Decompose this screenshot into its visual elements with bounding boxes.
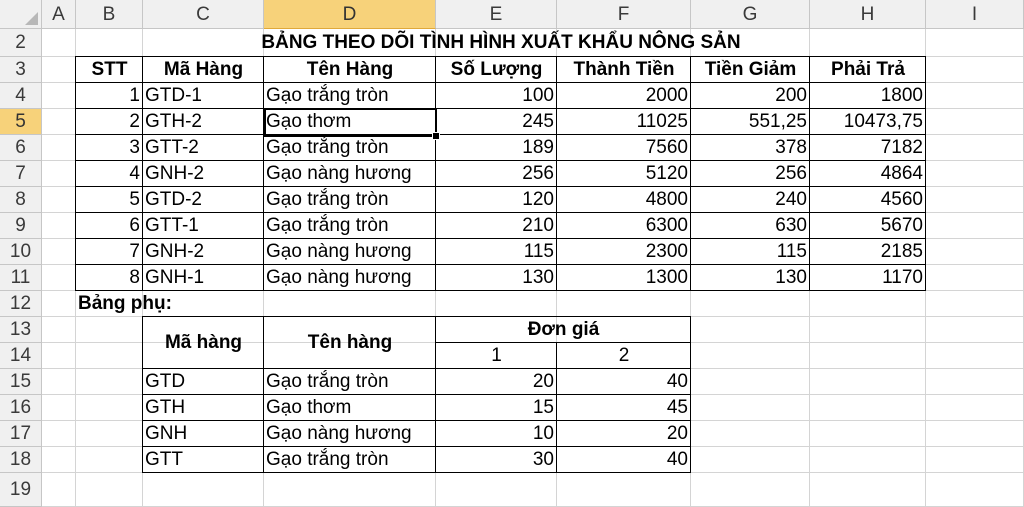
- aux-cell-r1-c1[interactable]: GTD: [145, 371, 186, 392]
- aux-cell-r3-c1[interactable]: GNH: [145, 423, 188, 444]
- main-cell-r7-c5[interactable]: 2300: [645, 241, 688, 262]
- row-header-2[interactable]: 2: [0, 29, 42, 57]
- aux-header-code[interactable]: Mã hàng: [164, 332, 243, 353]
- column-header-i[interactable]: I: [926, 0, 1024, 29]
- main-cell-r4-c5[interactable]: 5120: [645, 163, 688, 184]
- main-cell-r1-c4[interactable]: 100: [522, 85, 554, 106]
- table-border-line: [75, 56, 926, 57]
- table-border-line: [263, 56, 264, 291]
- aux-table-label[interactable]: Bảng phụ:: [78, 293, 172, 314]
- column-header-d[interactable]: D: [264, 0, 436, 29]
- main-cell-r2-c1[interactable]: 2: [129, 111, 140, 132]
- main-cell-r5-c5[interactable]: 4800: [645, 189, 688, 210]
- main-cell-r6-c5[interactable]: 6300: [645, 215, 688, 236]
- row-header-12[interactable]: 12: [0, 291, 42, 317]
- table-border-line: [142, 394, 691, 395]
- main-cell-r4-c1[interactable]: 4: [129, 163, 140, 184]
- main-cell-r3-c5[interactable]: 7560: [645, 137, 688, 158]
- main-cell-r5-c1[interactable]: 5: [129, 189, 140, 210]
- main-cell-r4-c7[interactable]: 4864: [880, 163, 923, 184]
- aux-header-name[interactable]: Tên hàng: [307, 332, 393, 353]
- main-cell-r7-c7[interactable]: 2185: [880, 241, 923, 262]
- aux-cell-r4-c4[interactable]: 40: [666, 449, 688, 470]
- main-cell-r2-c5[interactable]: 11025: [636, 111, 688, 132]
- aux-subheader-2[interactable]: 2: [618, 345, 630, 366]
- main-cell-r2-c2[interactable]: GTH-2: [145, 111, 202, 132]
- main-header-3[interactable]: Tên Hàng: [306, 59, 394, 80]
- main-cell-r4-c2[interactable]: GNH-2: [145, 163, 205, 184]
- aux-cell-r2-c3[interactable]: 15: [532, 397, 554, 418]
- aux-cell-r2-c2[interactable]: Gạo thơm: [266, 397, 352, 418]
- table-border-line: [690, 316, 691, 473]
- table-border-line: [75, 290, 926, 291]
- table-border-line: [925, 56, 926, 291]
- row-header-8[interactable]: 8: [0, 187, 42, 213]
- main-header-2[interactable]: Mã Hàng: [163, 59, 244, 80]
- row-header-13[interactable]: 13: [0, 317, 42, 343]
- main-cell-r5-c4[interactable]: 120: [522, 189, 554, 210]
- row-header-16[interactable]: 16: [0, 395, 42, 421]
- select-all-triangle-icon: [25, 12, 38, 25]
- aux-header-price[interactable]: Đơn giá: [527, 319, 600, 340]
- aux-cell-r3-c3[interactable]: 10: [532, 423, 554, 444]
- aux-cell-r1-c4[interactable]: 40: [666, 371, 688, 392]
- column-header-e[interactable]: E: [436, 0, 557, 29]
- sheet-title[interactable]: BẢNG THEO DÕI TÌNH HÌNH XUẤT KHẨU NÔNG SẢN: [261, 32, 741, 53]
- main-cell-r7-c6[interactable]: 115: [776, 241, 807, 262]
- table-border-line: [75, 238, 926, 239]
- table-border-line: [75, 134, 926, 135]
- row-header-3[interactable]: 3: [0, 57, 42, 83]
- table-border-line: [75, 160, 926, 161]
- aux-cell-r1-c2[interactable]: Gạo trắng tròn: [266, 371, 389, 392]
- table-border-line: [690, 56, 691, 291]
- main-cell-r8-c2[interactable]: GNH-1: [145, 267, 205, 288]
- main-cell-r1-c7[interactable]: 1800: [880, 85, 923, 106]
- main-cell-r5-c6[interactable]: 240: [775, 189, 807, 210]
- table-border-line: [75, 212, 926, 213]
- main-cell-r6-c1[interactable]: 6: [129, 215, 140, 236]
- table-border-line: [75, 82, 926, 83]
- aux-cell-r2-c4[interactable]: 45: [666, 397, 688, 418]
- table-border-line: [75, 108, 926, 109]
- main-cell-r8-c1[interactable]: 8: [129, 267, 140, 288]
- main-cell-r1-c1[interactable]: 1: [129, 85, 140, 106]
- main-cell-r6-c4[interactable]: 210: [522, 215, 554, 236]
- main-header-4[interactable]: Số Lượng: [450, 59, 543, 80]
- main-cell-r1-c5[interactable]: 2000: [645, 85, 688, 106]
- row-header-17[interactable]: 17: [0, 421, 42, 447]
- table-border-line: [435, 56, 436, 291]
- column-header-h[interactable]: H: [810, 0, 926, 29]
- table-border-line: [142, 316, 143, 473]
- table-border-line: [142, 56, 143, 291]
- column-header-a[interactable]: A: [42, 0, 76, 29]
- row-header-18[interactable]: 18: [0, 447, 42, 473]
- column-header-c[interactable]: C: [143, 0, 264, 29]
- fill-handle[interactable]: [432, 132, 440, 140]
- main-cell-r2-c7[interactable]: 10473,75: [843, 111, 923, 132]
- main-cell-r2-c6[interactable]: 551,25: [748, 111, 807, 132]
- table-border-line: [263, 316, 264, 473]
- active-cell-selection: [264, 108, 437, 137]
- table-border-line: [142, 446, 691, 447]
- main-header-5[interactable]: Thành Tiền: [573, 59, 675, 80]
- table-border-line: [809, 56, 810, 291]
- row-header-14[interactable]: 14: [0, 343, 42, 369]
- column-header-g[interactable]: G: [691, 0, 810, 29]
- row-header-10[interactable]: 10: [0, 239, 42, 265]
- main-cell-r7-c3[interactable]: Gạo nàng hương: [266, 241, 412, 262]
- main-cell-r4-c4[interactable]: 256: [522, 163, 554, 184]
- row-header-7[interactable]: 7: [0, 161, 42, 187]
- main-header-6[interactable]: Tiền Giảm: [704, 59, 797, 80]
- main-cell-r2-c4[interactable]: 245: [522, 111, 554, 132]
- row-header-4[interactable]: 4: [0, 83, 42, 109]
- row-header-6[interactable]: 6: [0, 135, 42, 161]
- main-cell-r6-c6[interactable]: 630: [775, 215, 807, 236]
- main-cell-r8-c7[interactable]: 1170: [882, 267, 923, 288]
- main-cell-r1-c2[interactable]: GTD-1: [145, 85, 202, 106]
- table-border-line: [142, 420, 691, 421]
- main-cell-r6-c2[interactable]: GTT-1: [145, 215, 199, 236]
- table-border-line: [75, 186, 926, 187]
- main-cell-r4-c6[interactable]: 256: [775, 163, 807, 184]
- table-border-line: [435, 316, 436, 473]
- main-cell-r3-c3[interactable]: Gạo trắng tròn: [266, 137, 389, 158]
- main-cell-r5-c2[interactable]: GTD-2: [145, 189, 202, 210]
- aux-cell-r1-c3[interactable]: 20: [532, 371, 554, 392]
- aux-cell-r3-c2[interactable]: Gạo nàng hương: [266, 423, 412, 444]
- main-cell-r3-c4[interactable]: 189: [522, 137, 554, 158]
- aux-cell-r4-c2[interactable]: Gạo trắng tròn: [266, 449, 389, 470]
- main-cell-r6-c3[interactable]: Gạo trắng tròn: [266, 215, 389, 236]
- table-border-line: [556, 56, 557, 291]
- main-cell-r4-c3[interactable]: Gạo nàng hương: [266, 163, 412, 184]
- table-border-line: [556, 342, 557, 473]
- table-border-line: [142, 368, 691, 369]
- table-border-line: [142, 472, 691, 473]
- table-border-line: [75, 264, 926, 265]
- main-cell-r2-c3[interactable]: Gạo thơm: [266, 111, 352, 132]
- main-cell-r7-c2[interactable]: GNH-2: [145, 241, 205, 262]
- row-header-15[interactable]: 15: [0, 369, 42, 395]
- main-cell-r7-c4[interactable]: 115: [523, 241, 554, 262]
- aux-cell-r4-c1[interactable]: GTT: [145, 449, 183, 470]
- main-cell-r8-c6[interactable]: 130: [775, 267, 807, 288]
- main-cell-r7-c1[interactable]: 7: [129, 241, 140, 262]
- main-cell-r8-c5[interactable]: 1300: [645, 267, 688, 288]
- aux-cell-r2-c1[interactable]: GTH: [145, 397, 186, 418]
- row-header-5[interactable]: 5: [0, 109, 42, 135]
- table-border-line: [75, 56, 76, 291]
- main-header-7[interactable]: Phải Trả: [831, 59, 905, 80]
- main-cell-r3-c7[interactable]: 7182: [880, 137, 923, 158]
- table-border-line: [435, 342, 691, 343]
- row-header-9[interactable]: 9: [0, 213, 42, 239]
- main-cell-r6-c7[interactable]: 5670: [880, 215, 923, 236]
- aux-cell-r4-c3[interactable]: 30: [532, 449, 554, 470]
- aux-subheader-1[interactable]: 1: [491, 345, 502, 366]
- select-all-corner[interactable]: [0, 0, 42, 29]
- main-cell-r1-c3[interactable]: Gạo trắng tròn: [266, 85, 389, 106]
- main-cell-r3-c1[interactable]: 3: [129, 137, 140, 158]
- main-cell-r1-c6[interactable]: 200: [775, 85, 807, 106]
- main-cell-r5-c3[interactable]: Gạo trắng tròn: [266, 189, 389, 210]
- table-border-line: [142, 316, 691, 317]
- main-cell-r3-c6[interactable]: 378: [775, 137, 807, 158]
- main-cell-r5-c7[interactable]: 4560: [880, 189, 923, 210]
- aux-cell-r3-c4[interactable]: 20: [666, 423, 688, 444]
- row-header-11[interactable]: 11: [0, 265, 42, 291]
- main-cell-r8-c3[interactable]: Gạo nàng hương: [266, 267, 412, 288]
- main-cell-r3-c2[interactable]: GTT-2: [145, 137, 199, 158]
- main-cell-r8-c4[interactable]: 130: [522, 267, 554, 288]
- row-header-19[interactable]: 19: [0, 473, 42, 507]
- column-header-b[interactable]: B: [76, 0, 143, 29]
- column-header-f[interactable]: F: [557, 0, 691, 29]
- main-header-1[interactable]: STT: [91, 59, 128, 80]
